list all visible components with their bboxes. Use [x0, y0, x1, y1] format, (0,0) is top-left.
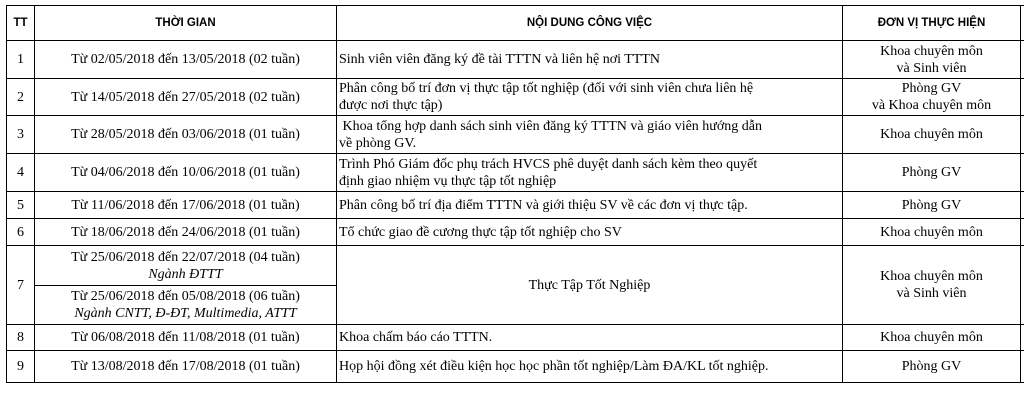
row-content-line: định giao nhiệm vụ thực tập tốt nghiệp: [339, 173, 557, 189]
row-number: 9: [7, 351, 35, 383]
row-unit: [843, 41, 1021, 79]
row-content: [337, 154, 843, 192]
row-content-line: Trình Phó Giám đốc phụ trách HVCS phê duyệt danh sách kèm theo quyết: [339, 156, 758, 172]
row-number: 1: [7, 41, 35, 79]
row-extra: [1021, 116, 1024, 154]
row-content-line: được nơi thực tập): [339, 98, 443, 113]
row-time: Từ 06/08/2018 đến 11/08/2018 (01 tuần): [35, 325, 337, 351]
row-number: 3: [7, 116, 35, 154]
row-unit-line: và Khoa chuyên môn: [871, 98, 992, 113]
row-number: 2: [7, 79, 35, 116]
row-time: Từ 28/05/2018 đến 03/06/2018 (01 tuần): [35, 116, 337, 154]
row-unit: [843, 79, 1021, 116]
table-row: [7, 219, 1024, 246]
row-extra: [1021, 154, 1024, 192]
row-time: Từ 18/06/2018 đến 24/06/2018 (01 tuần): [35, 219, 337, 246]
header-content: NỘI DUNG CÔNG VIỆC: [337, 6, 843, 41]
time-slot-dates: Từ 25/06/2018 đến 05/08/2018 (06 tuần): [71, 288, 300, 304]
row-unit: [843, 246, 1021, 325]
row-extra: [1021, 41, 1024, 79]
row-content: Họp hội đồng xét điều kiện học học phần tốt nghiệp/Làm ĐA/KL tốt nghiệp.: [337, 351, 843, 383]
row-unit-line: Khoa chuyên môn: [880, 43, 983, 59]
row-unit: Phòng GV: [843, 192, 1021, 219]
table-row: [7, 351, 1024, 383]
row-unit: Phòng GV: [843, 154, 1021, 192]
table-row: [7, 154, 1024, 192]
row-time: Từ 11/06/2018 đến 17/06/2018 (01 tuần): [35, 192, 337, 219]
table-row: [7, 192, 1024, 219]
row-content: Thực Tập Tốt Nghiệp: [337, 246, 843, 325]
time-slot-major: Ngành ĐTTT: [148, 266, 223, 282]
table-row: [7, 325, 1024, 351]
time-slot-major: Ngành CNTT, Đ-ĐT, Multimedia, ATTT: [74, 305, 297, 321]
row-extra: [1021, 246, 1024, 325]
header-unit: ĐƠN VỊ THỰC HIỆN: [843, 6, 1021, 41]
row-number: 8: [7, 325, 35, 351]
row-content: Phân công bố trí địa điểm TTTN và giới thiệu SV về các đơn vị thực tập.: [337, 192, 843, 219]
row-extra: [1021, 219, 1024, 246]
row-extra: [1021, 325, 1024, 351]
row-content-line: Khoa tổng hợp danh sách sinh viên đăng ký TTTN và giáo viên hướng dẫn: [339, 118, 763, 134]
row-content-line: Phân công bố trí đơn vị thực tập tốt nghiệp (đối với sinh viên chưa liên hệ: [339, 81, 754, 96]
row-number: 7: [7, 246, 35, 325]
table-row: [7, 79, 1024, 116]
row-unit-line: và Sinh viên: [896, 60, 967, 76]
row-unit: Khoa chuyên môn: [843, 325, 1021, 351]
row-number: 5: [7, 192, 35, 219]
header-tt: TT: [7, 6, 35, 41]
row-unit-line: Khoa chuyên môn: [880, 269, 983, 284]
row-time: Từ 02/05/2018 đến 13/05/2018 (02 tuần): [35, 41, 337, 79]
header-extra: [1021, 6, 1024, 41]
row-number: 4: [7, 154, 35, 192]
row-content: Tổ chức giao đề cương thực tập tốt nghiệp cho SV: [337, 219, 843, 246]
header-row: [7, 6, 1024, 41]
row-content: Sinh viên viên đăng ký đề tài TTTN và liên hệ nơi TTTN: [337, 41, 843, 79]
row-extra: [1021, 351, 1024, 383]
row-content: [337, 79, 843, 116]
row-time: Từ 04/06/2018 đến 10/06/2018 (01 tuần): [35, 154, 337, 192]
row-time: Từ 14/05/2018 đến 27/05/2018 (02 tuần): [35, 79, 337, 116]
row-unit-line: và Sinh viên: [896, 286, 967, 301]
row-time: Từ 13/08/2018 đến 17/08/2018 (01 tuần): [35, 351, 337, 383]
row-content: [337, 116, 843, 154]
row-extra: [1021, 192, 1024, 219]
row-unit: Khoa chuyên môn: [843, 116, 1021, 154]
time-slot-dates: Từ 25/06/2018 đến 22/07/2018 (04 tuần): [71, 249, 300, 265]
row-unit: Phòng GV: [843, 351, 1021, 383]
row-extra: [1021, 79, 1024, 116]
row-content: Khoa chấm báo cáo TTTN.: [337, 325, 843, 351]
time-slot-cntt: [35, 286, 336, 323]
row-time: [35, 246, 337, 325]
row-content-line: về phòng GV.: [339, 135, 417, 151]
table-row: [7, 41, 1024, 79]
row-number: 6: [7, 219, 35, 246]
time-slot-ddtt: [35, 248, 336, 286]
table-row: [7, 246, 1024, 325]
schedule-table: [6, 5, 1024, 383]
row-unit-line: Phòng GV: [901, 81, 962, 96]
row-unit: Khoa chuyên môn: [843, 219, 1021, 246]
header-time: THỜI GIAN: [35, 6, 337, 41]
table-row: [7, 116, 1024, 154]
